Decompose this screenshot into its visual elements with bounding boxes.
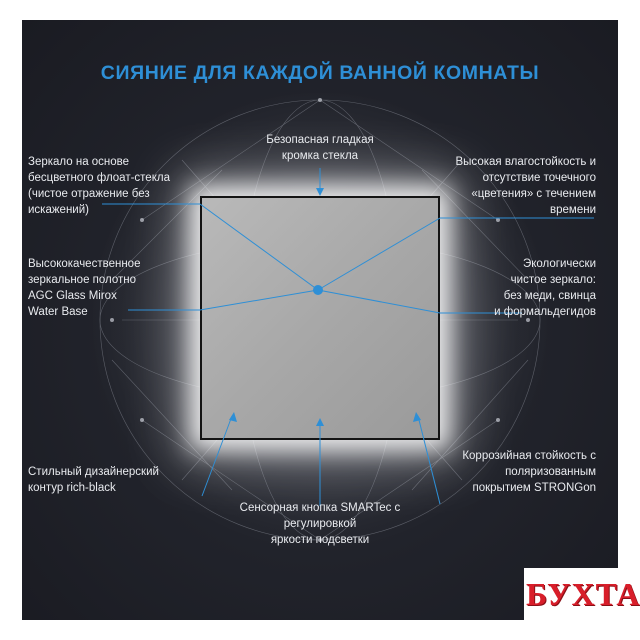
center-dot [313, 285, 323, 295]
feature-safe-edge: Безопасная гладкая кромка стекла [266, 134, 374, 162]
watermark-logo-text: БУХТА [526, 576, 640, 612]
feature-mirror-sheet: Высококачественное зеркальное полотно AGC Glass Mirox Water Base [28, 258, 141, 318]
feature-float-glass: Зеркало на основе бесцветного флоат-стекла (чистое отражение без искажений) [28, 156, 170, 216]
feature-corrosion-resistance: Коррозийная стойкость с поляризованным покрытием STRONGon [462, 450, 596, 494]
store-watermark [524, 568, 640, 640]
feature-smartec-button: Сенсорная кнопка SMARTec с регулировкой яркости подсветки [239, 502, 401, 546]
feature-moisture-resistance: Высокая влагостойкость и отсутствие точечного «цветения» с течением времени [455, 156, 596, 216]
page-title: СИЯНИЕ ДЛЯ КАЖДОЙ ВАННОЙ КОМНАТЫ [100, 62, 540, 84]
promo-banner [22, 20, 618, 620]
feature-eco-mirror: Экологически чистое зеркало: без меди, свинца и формальдегидов [494, 258, 596, 318]
feature-rich-black-contour: Стильный дизайнерский контур rich-black [28, 466, 159, 494]
